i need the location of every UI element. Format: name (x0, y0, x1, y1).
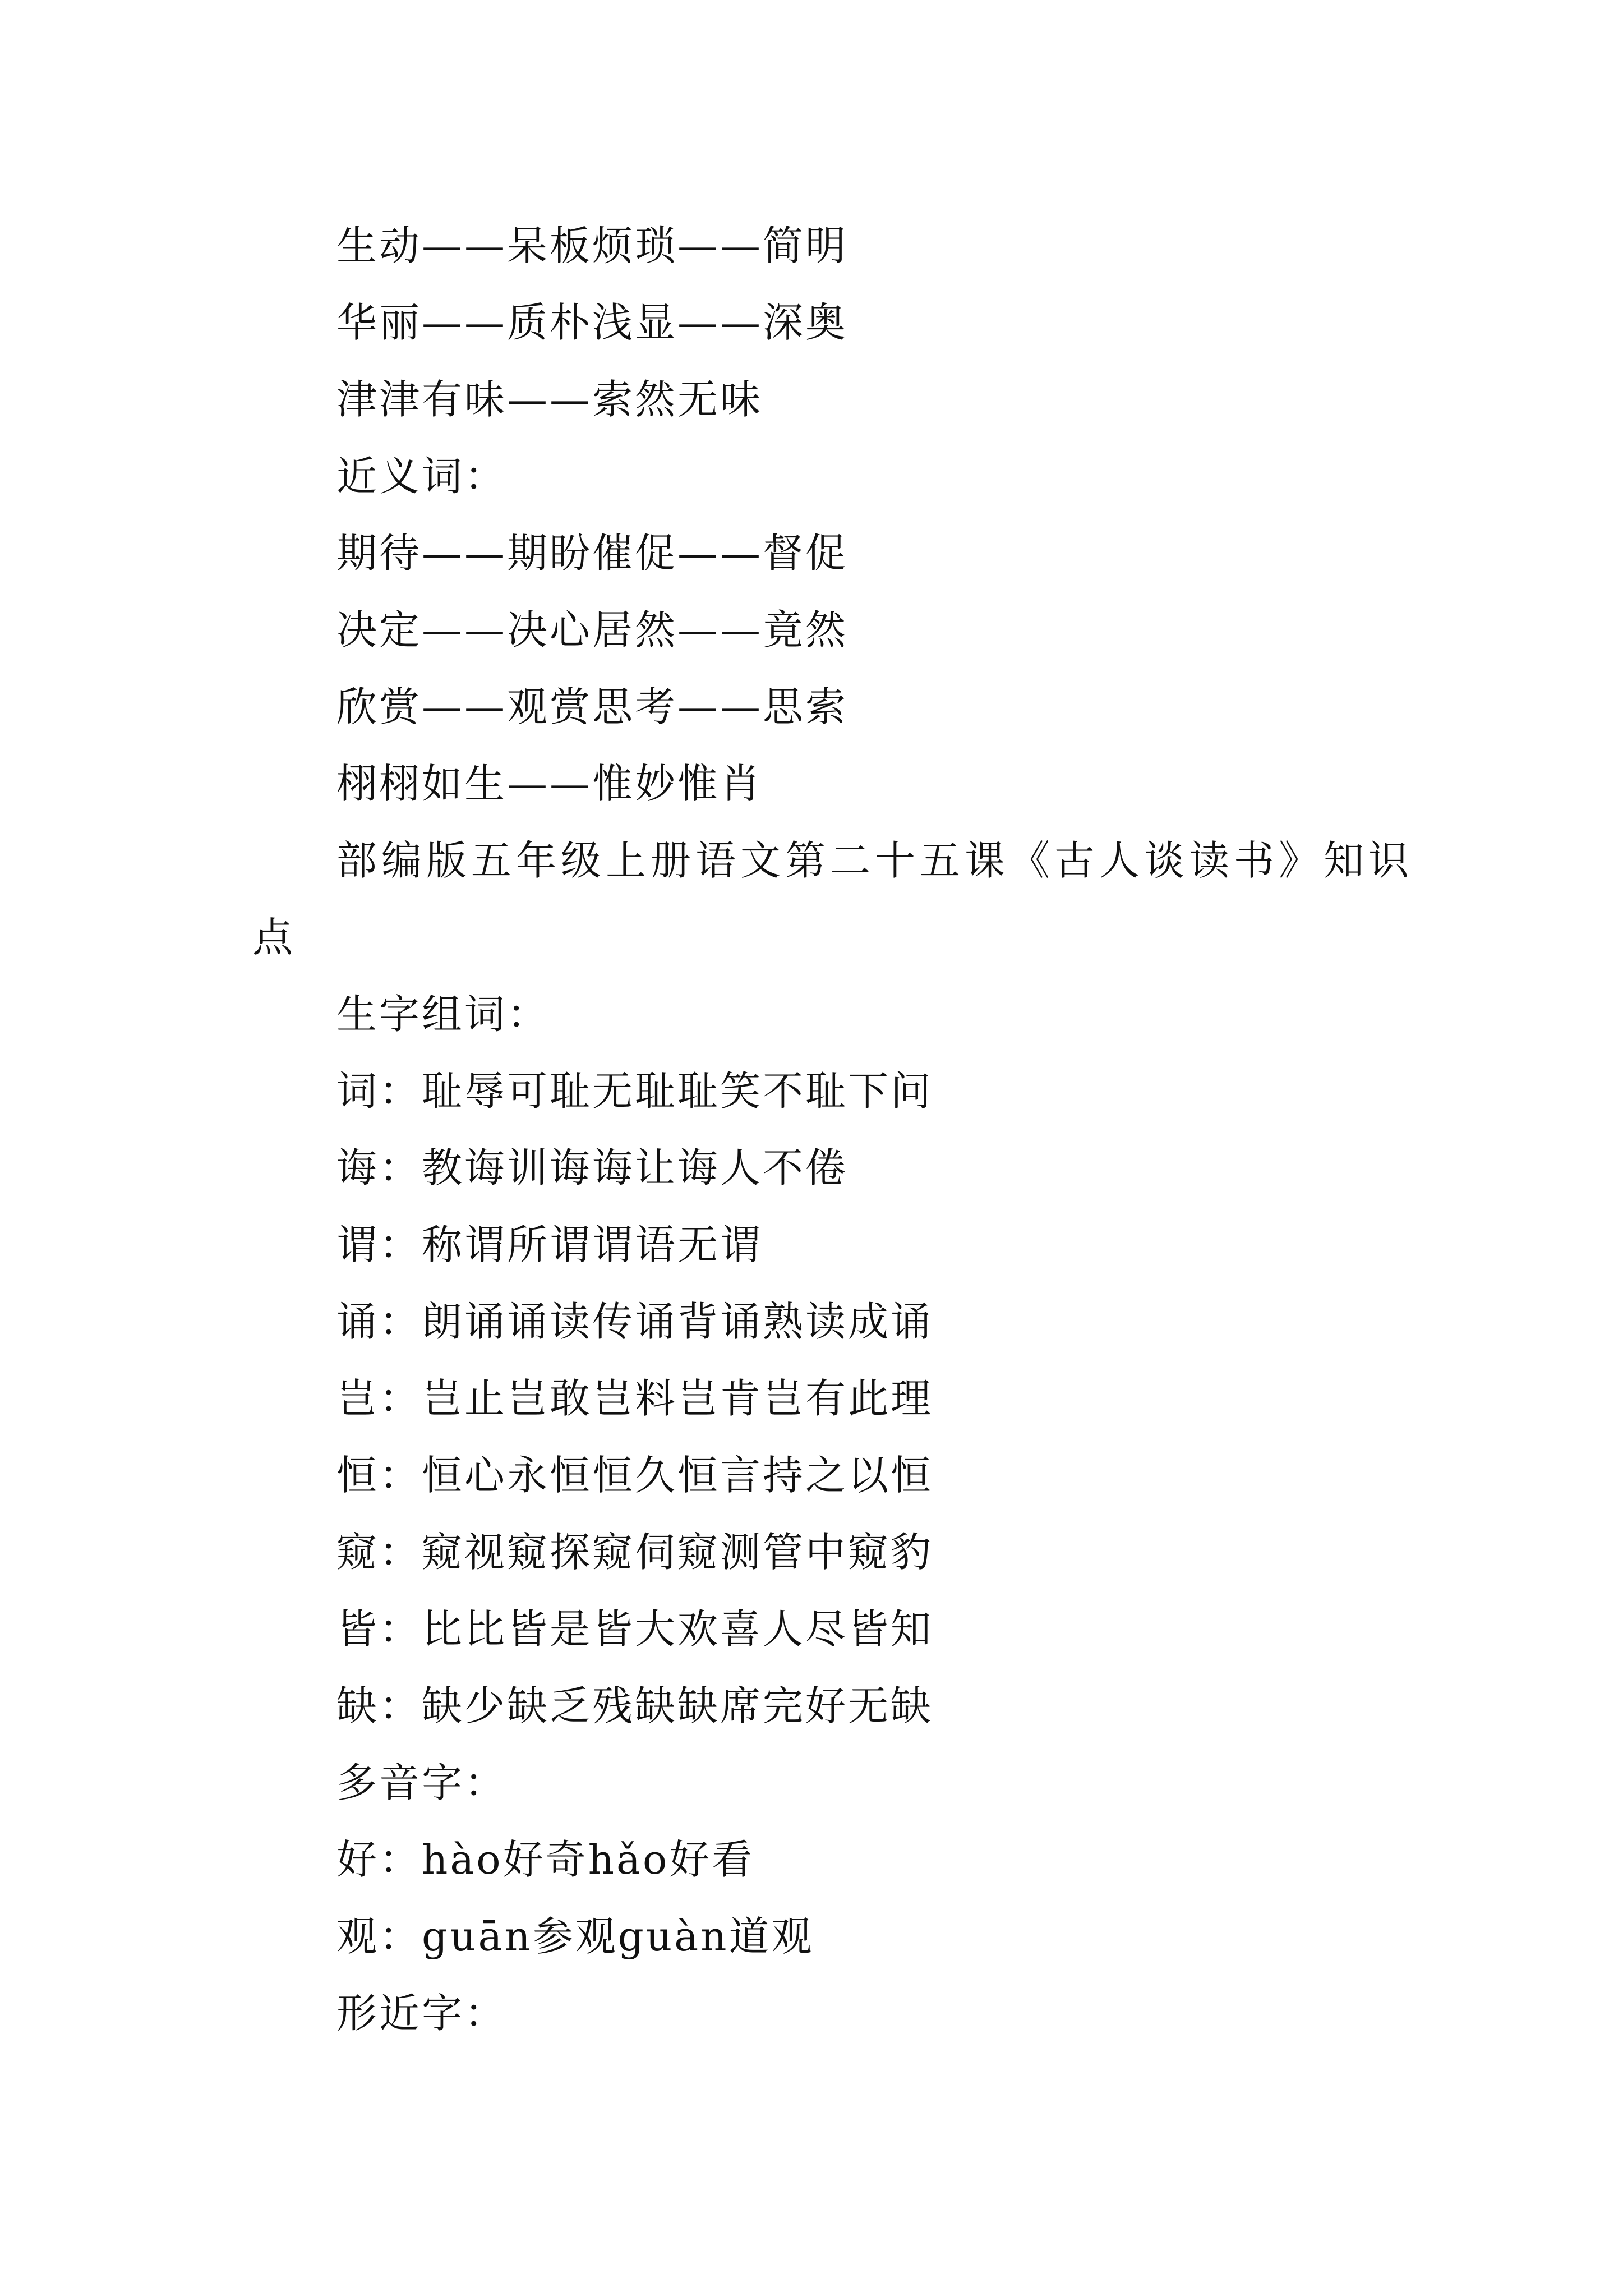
synonym-line-1: 期待——期盼催促——督促 (336, 530, 849, 577)
synonym-line-3: 欣赏——观赏思考——思索 (336, 683, 849, 730)
synonym-line-2: 决定——决心居然——竟然 (336, 606, 849, 654)
polyphone-heading: 多音字： (336, 1759, 508, 1806)
word-line-2: 诲：教诲训诲诲让诲人不倦 (336, 1144, 849, 1191)
word-line-8: 皆：比比皆是皆大欢喜人尽皆知 (336, 1605, 934, 1653)
word-line-9: 缺：缺少缺乏残缺缺席完好无缺 (336, 1682, 934, 1729)
polyphone-line-2: 观：guān参观guàn道观 (336, 1913, 814, 1960)
word-line-4: 诵：朗诵诵读传诵背诵熟读成诵 (336, 1298, 934, 1345)
antonym-line-1: 生动——呆板烦琐——简明 (336, 222, 849, 269)
synonym-line-4: 栩栩如生——惟妙惟肖 (336, 760, 763, 807)
polyphone-line-1: 好：hào好奇hǎo好看 (336, 1836, 755, 1883)
similar-chars-heading: 形近字： (336, 1990, 508, 2037)
word-line-7: 窥：窥视窥探窥伺窥测管中窥豹 (336, 1529, 934, 1576)
word-line-3: 谓：称谓所谓谓语无谓 (336, 1221, 763, 1268)
word-building-heading: 生字组词： (336, 991, 550, 1038)
synonyms-heading: 近义词： (336, 453, 508, 500)
antonym-line-3: 津津有味——索然无味 (336, 376, 763, 423)
lesson-title-wrap: 点 (252, 914, 296, 961)
word-line-1: 词：耻辱可耻无耻耻笑不耻下问 (336, 1068, 934, 1115)
document-body (252, 208, 1414, 2052)
word-line-6: 恒：恒心永恒恒久恒言持之以恒 (336, 1452, 934, 1499)
lesson-title-line: 部编版五年级上册语文第二十五课《古人谈读书》知识 (336, 837, 1414, 884)
word-line-5: 岂：岂止岂敢岂料岂肯岂有此理 (336, 1375, 934, 1422)
antonym-line-2: 华丽——质朴浅显——深奥 (336, 299, 849, 346)
